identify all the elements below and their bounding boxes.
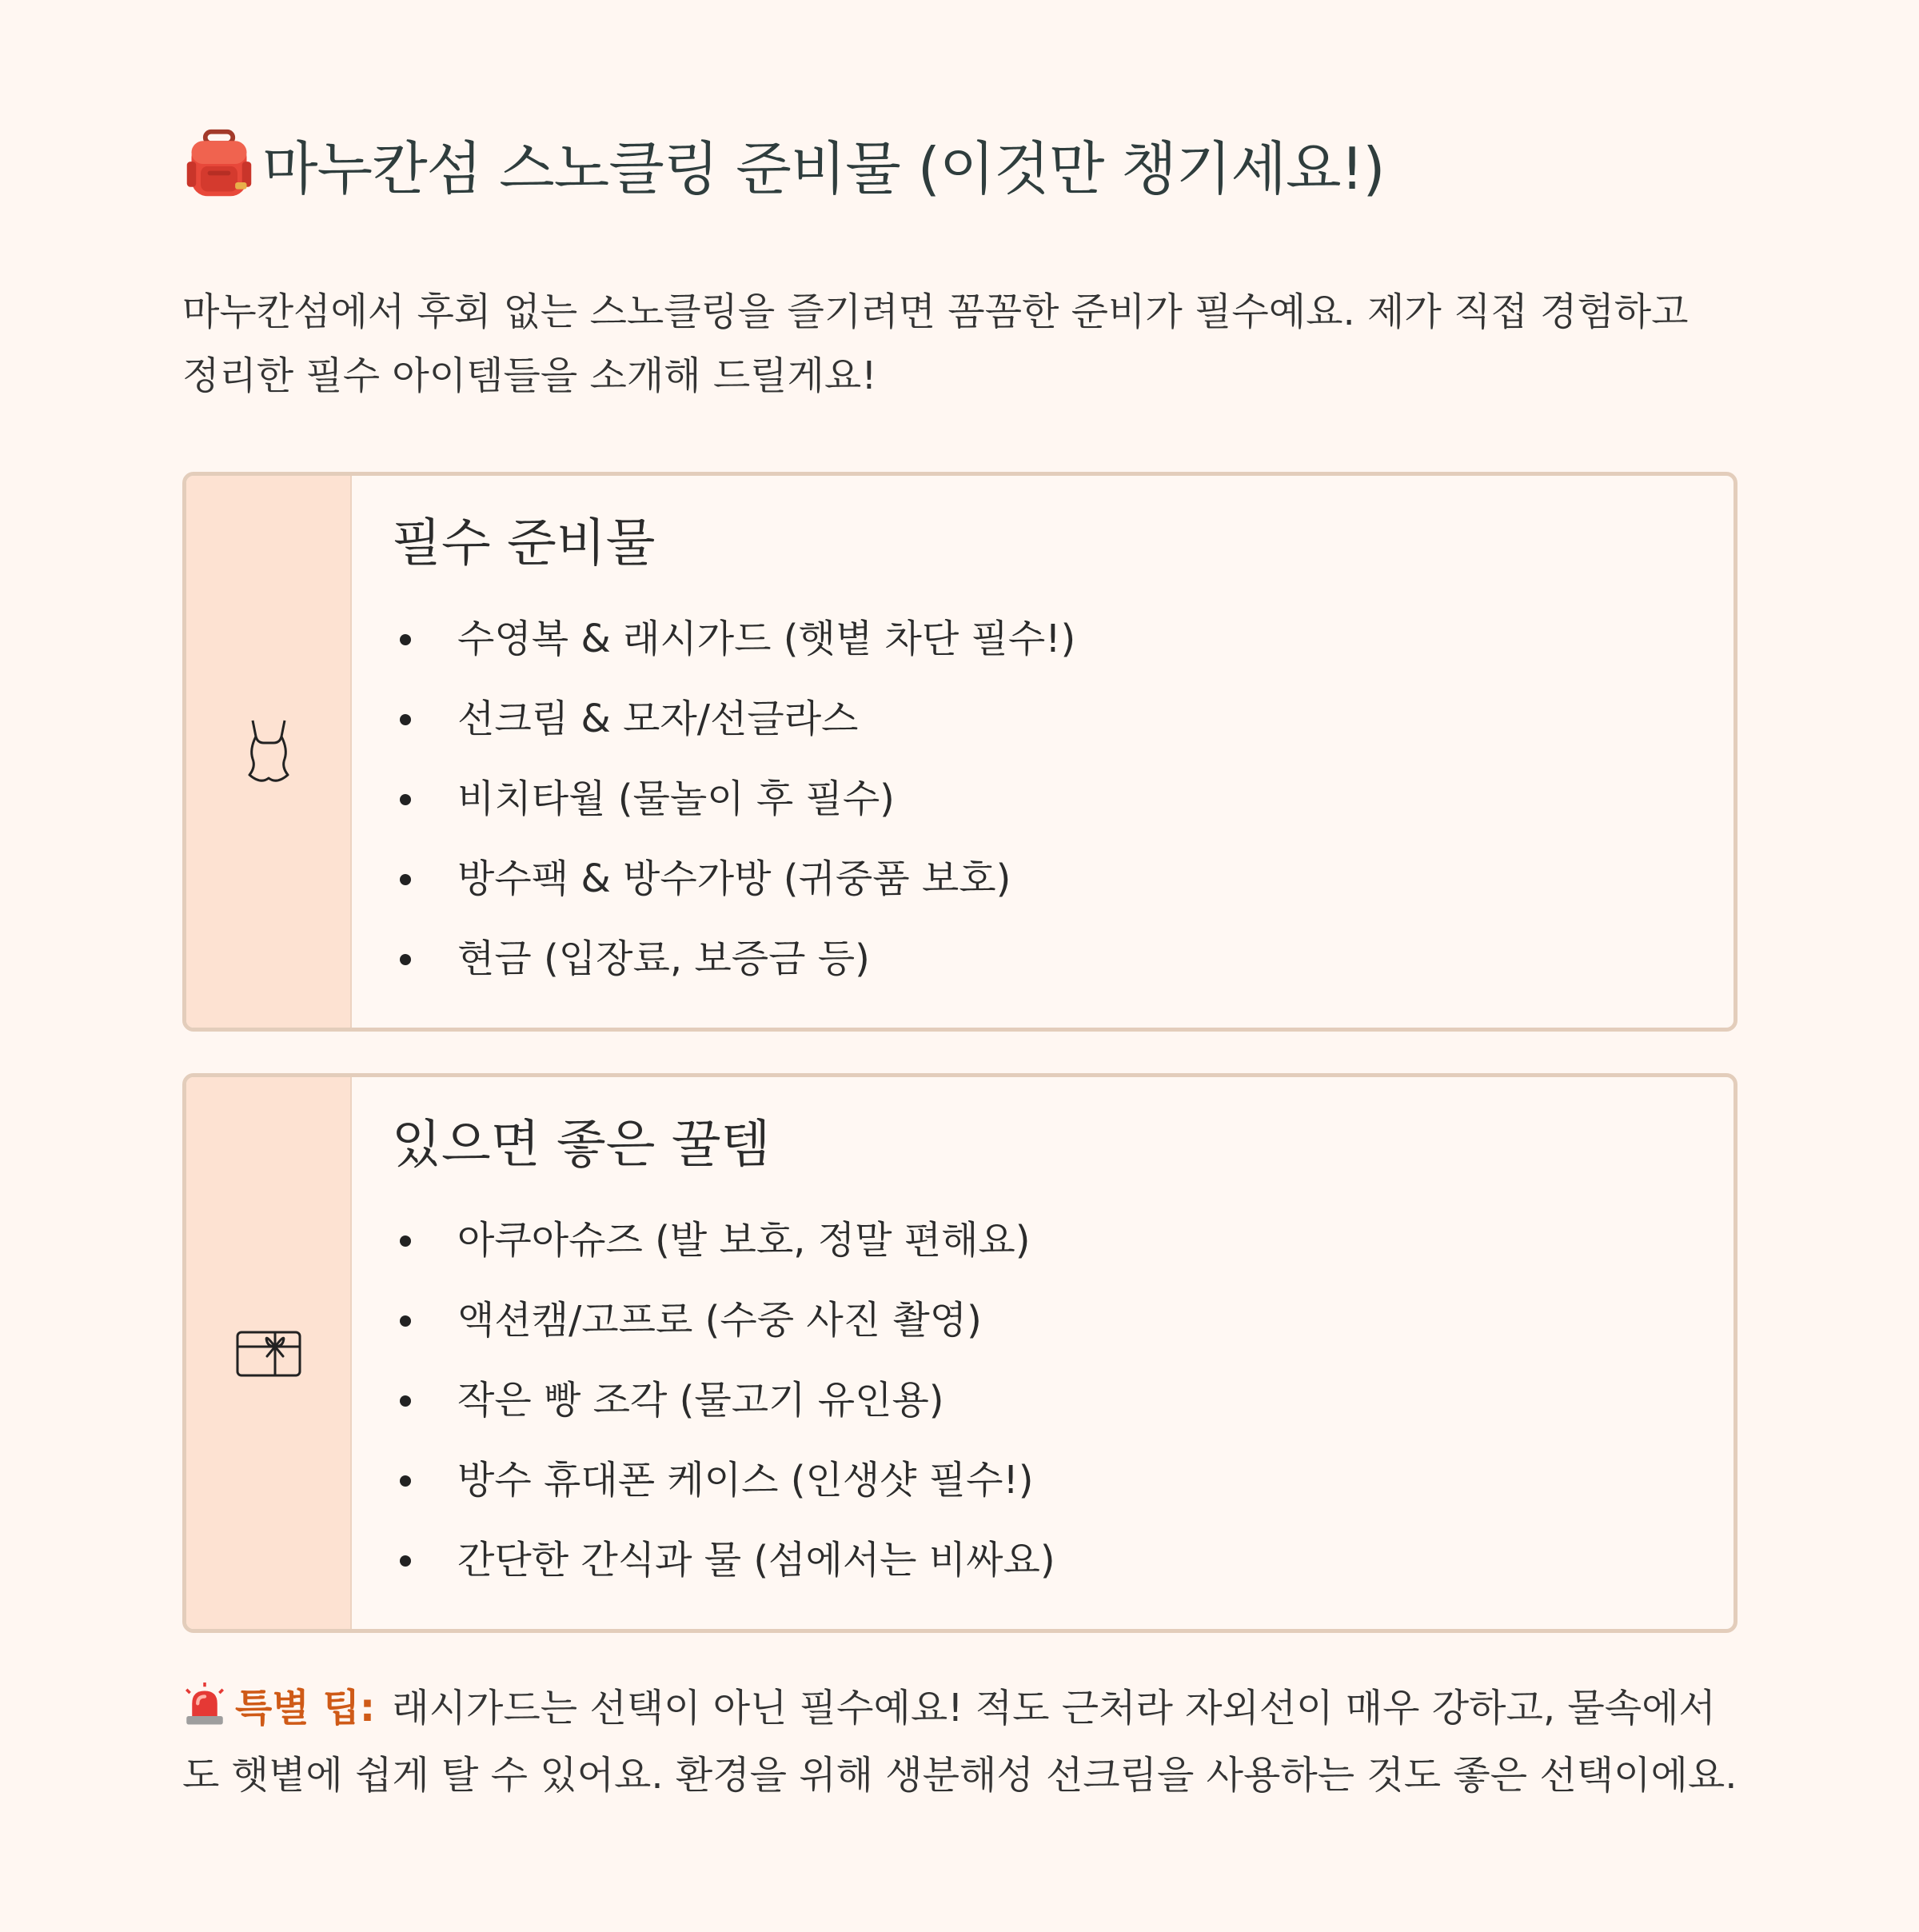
list-item: 방수 휴대폰 케이스 (인생샷 필수!) <box>392 1440 1055 1520</box>
list-item: 수영복 & 래시가드 (햇볕 차단 필수!) <box>392 599 1075 679</box>
tip-text: 래시가드는 선택이 아닌 필수예요! 적도 근처라 자외선이 매우 강하고, 물속에서도 햇볕에 쉽게 탈 수 있어요. 환경을 위해 생분해성 선크림을 사용하는 것도 좋은 선택이에요. <box>182 1686 1737 1798</box>
siren-icon <box>182 1683 227 1727</box>
checklist <box>392 599 1075 999</box>
list-item: 방수팩 & 방수가방 (귀중품 보호) <box>392 839 1075 919</box>
list-item: 아쿠아슈즈 (발 보호, 정말 편해요) <box>392 1200 1055 1280</box>
list-item: 액션캠/고프로 (수중 사진 촬영) <box>392 1280 1055 1360</box>
page <box>182 120 1737 1847</box>
backpack-icon <box>182 127 256 201</box>
card-body <box>352 476 1075 1028</box>
card-body <box>352 1077 1055 1629</box>
list-item: 비치타월 (물놀이 후 필수) <box>392 759 1075 839</box>
list-item: 현금 (입장료, 보증금 등) <box>392 919 1075 999</box>
list-item: 간단한 간식과 물 (섬에서는 비싸요) <box>392 1520 1055 1600</box>
swimsuit-icon <box>245 717 293 786</box>
card-essentials <box>182 472 1737 1032</box>
card-side-panel <box>186 476 352 1028</box>
list-item: 선크림 & 모자/선글라스 <box>392 679 1075 759</box>
list-item: 작은 빵 조각 (물고기 유인용) <box>392 1360 1055 1440</box>
intro-paragraph: 마누칸섬에서 후회 없는 스노클링을 즐기려면 꼼꼼한 준비가 필수예요. 제가 직접 경험하고 정리한 필수 아이템들을 소개해 드릴게요! <box>182 289 1689 398</box>
page-title-text: 마누칸섬 스노클링 준비물 (이것만 챙기세요!) <box>262 135 1385 202</box>
card-title: 필수 준비물 <box>392 514 656 573</box>
special-tip <box>182 1675 1737 1809</box>
card-nice-to-have <box>182 1073 1737 1633</box>
tip-label: 특별 팁: <box>235 1686 376 1730</box>
page-title <box>182 120 1737 208</box>
checklist <box>392 1200 1055 1600</box>
gift-card-icon <box>235 1327 302 1379</box>
card-side-panel <box>186 1077 352 1629</box>
card-title: 있으면 좋은 꿀템 <box>392 1116 771 1175</box>
